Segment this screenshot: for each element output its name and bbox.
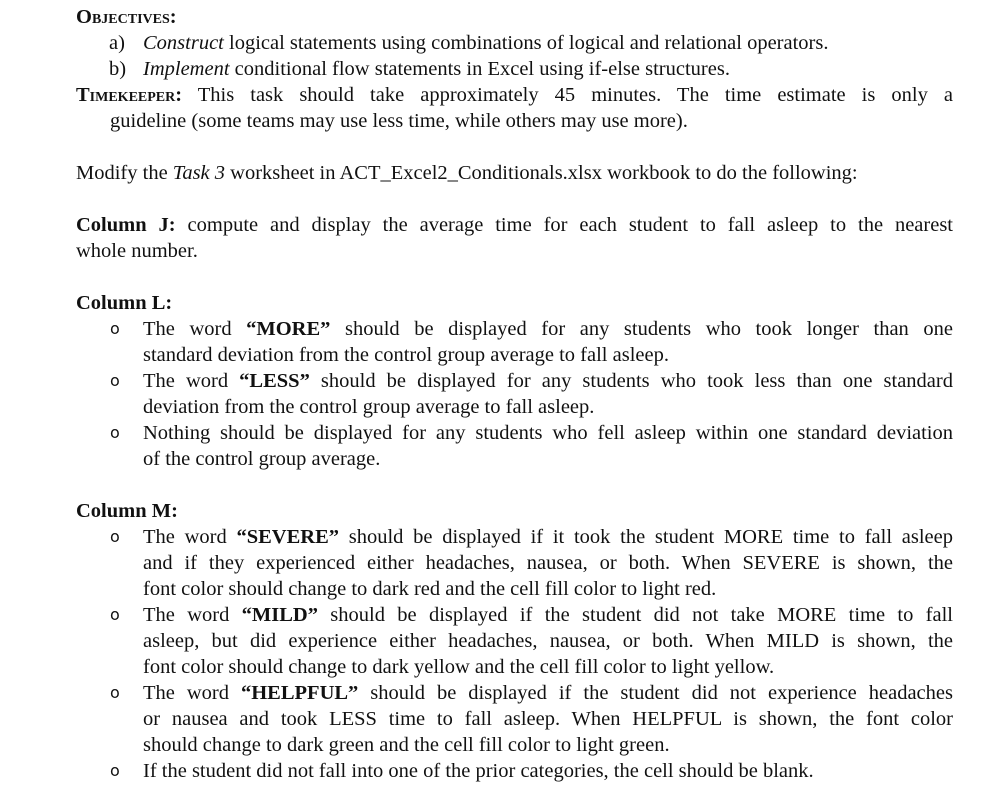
column-m-bullet-mild <box>76 602 953 680</box>
objective-verb: Implement <box>143 58 230 80</box>
timekeeper-line-1 <box>76 82 953 108</box>
keyword-severe: “SEVERE” <box>236 526 340 548</box>
bullet-icon: o <box>110 527 120 546</box>
keyword-mild: “MILD” <box>241 604 318 626</box>
column-m-bullet-blank <box>76 758 953 784</box>
bullet-text-cont: should change to dark green and the cell fill color to light green. <box>143 734 670 756</box>
bullet-text-pre: The word <box>143 318 247 340</box>
bullet-text-cont: of the control group average. <box>143 448 381 470</box>
timekeeper-title: Timekeeper: <box>76 84 183 106</box>
intro-paragraph <box>76 160 953 186</box>
bullet-text-cont: asleep, but did experience either headaches, nausea, or both. When MILD is shown, the <box>143 630 953 652</box>
intro-text-post: worksheet in ACT_Excel2_Conditionals.xlsx workbook to do the following: <box>225 162 858 184</box>
bullet-text-cont: font color should change to dark red and the cell fill color to light red. <box>143 578 717 600</box>
column-l-bullet-less <box>76 368 953 420</box>
objectives-heading <box>76 4 953 30</box>
bullet-icon: o <box>110 605 120 624</box>
column-j-text: compute and display the average time for each student to fall asleep to the nearest <box>175 214 953 236</box>
bullet-text: Nothing should be displayed for any students who fell asleep within one standard deviation <box>143 422 953 444</box>
keyword-less: “LESS” <box>239 370 310 392</box>
bullet-text-cont: deviation from the control group average to fall asleep. <box>143 396 595 418</box>
objective-verb: Construct <box>143 32 224 54</box>
keyword-helpful: “HELPFUL” <box>240 682 359 704</box>
intro-text-pre: Modify the <box>76 162 173 184</box>
bullet-text-pre: The word <box>143 526 237 548</box>
column-l-bullet-nothing <box>76 420 953 472</box>
bullet-icon: o <box>110 319 120 338</box>
document-page <box>76 4 953 784</box>
column-m-bullet-helpful <box>76 680 953 758</box>
bullet-text-cont: font color should change to dark yellow and the cell fill color to light yellow. <box>143 656 775 678</box>
objective-item-a <box>76 30 953 56</box>
bullet-text-pre: The word <box>143 370 240 392</box>
bullet-icon: o <box>110 371 120 390</box>
objective-text: logical statements using combinations of logical and relational operators. <box>223 32 829 54</box>
bullet-text-cont: or nausea and took LESS time to fall asleep. When HELPFUL is shown, the font color <box>143 708 953 730</box>
keyword-more: “MORE” <box>246 318 331 340</box>
column-j-line-2: whole number. <box>76 240 198 262</box>
column-l-heading: Column L: <box>76 292 173 314</box>
bullet-text: should be displayed if the student did not take MORE time to fall <box>317 604 953 626</box>
objective-item-b <box>76 56 953 82</box>
timekeeper-text: This task should take approximately 45 minutes. The time estimate is only a <box>182 84 953 106</box>
objective-number: a) <box>109 32 125 54</box>
timekeeper-line-2: guideline (some teams may use less time, while others may use more). <box>110 110 688 132</box>
bullet-text: should be displayed for any students who took longer than one <box>330 318 953 340</box>
bullet-text: If the student did not fall into one of the prior categories, the cell should be blank. <box>143 760 814 782</box>
bullet-icon: o <box>110 761 120 780</box>
bullet-text-pre: The word <box>143 604 242 626</box>
column-m-heading: Column M: <box>76 500 178 522</box>
column-m-bullet-severe <box>76 524 953 602</box>
intro-worksheet-name: Task 3 <box>172 162 226 184</box>
bullet-icon: o <box>110 423 120 442</box>
bullet-text: should be displayed if the student did not experience headaches <box>358 682 953 704</box>
column-m-heading-row <box>76 498 953 524</box>
bullet-icon: o <box>110 683 120 702</box>
objectives-title: Objectives: <box>76 6 177 28</box>
objective-number: b) <box>109 58 127 80</box>
column-l-heading-row <box>76 290 953 316</box>
column-j-line-1 <box>76 212 953 238</box>
bullet-text-cont: standard deviation from the control group average to fall asleep. <box>143 344 669 366</box>
column-l-bullet-more <box>76 316 953 368</box>
bullet-text-pre: The word <box>143 682 241 704</box>
bullet-text-cont: and if they experienced either headaches, nausea, or both. When SEVERE is shown, the <box>143 552 953 574</box>
column-j-heading: Column J: <box>76 214 176 236</box>
objective-text: conditional flow statements in Excel using if-else structures. <box>229 58 730 80</box>
bullet-text: should be displayed if it took the student MORE time to fall asleep <box>339 526 953 548</box>
bullet-text: should be displayed for any students who took less than one standard <box>309 370 953 392</box>
